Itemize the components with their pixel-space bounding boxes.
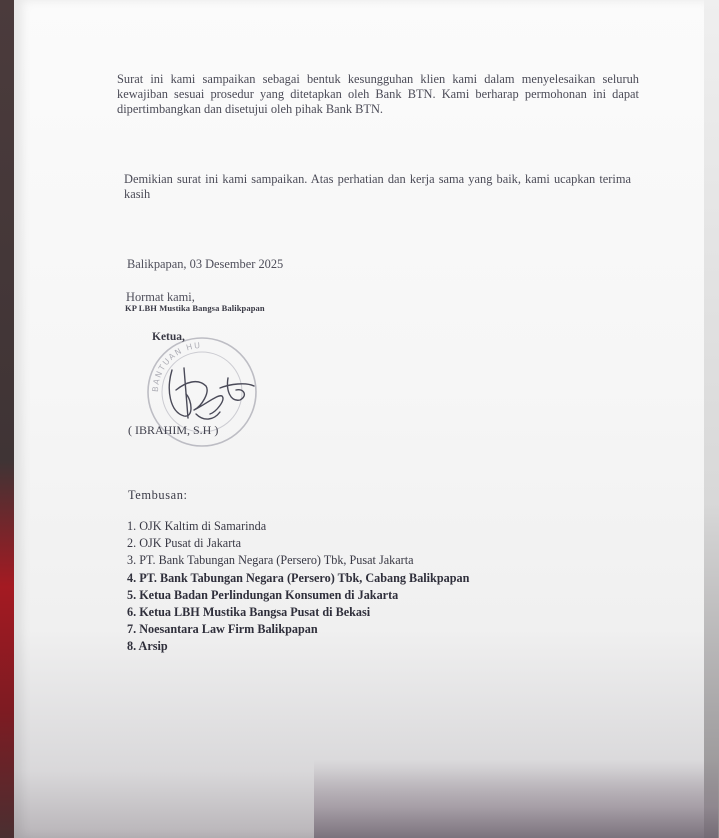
- firm-name: KP LBH Mustika Bangsa Balikpapan: [125, 303, 265, 313]
- signer-name: ( IBRAHIM, S.H ): [128, 423, 219, 437]
- cc-item: 5. Ketua Badan Perlindungan Konsumen di Jakarta: [127, 587, 399, 602]
- cc-item: 2. OJK Pusat di Jakarta: [127, 536, 242, 551]
- cc-item: 6. Ketua LBH Mustika Bangsa Pusat di Bekasi: [127, 605, 371, 620]
- cc-item: 8. Arsip: [127, 639, 168, 654]
- page-shadow: [314, 760, 718, 838]
- letter-page: [14, 0, 704, 838]
- stamp-ring-text: BANTUAN HU: [150, 340, 202, 393]
- body-paragraph-1: Surat ini kami sampaikan sebagai bentuk kesungguhan klien kami dalam menyelesaikan seluruh kewajiban sesuai prosedur yang ditetapkan oleh Bank BTN. Kami berharap permohonan ini dapat dipertimbangkan dan disetujui oleh pihak Bank BTN.: [117, 72, 639, 116]
- stamp-inner-ring: [162, 352, 242, 432]
- closing-salutation: Hormat kami,: [126, 290, 195, 304]
- cc-item: 4. PT. Bank Tabungan Negara (Persero) Tbk, Cabang Balikpapan: [127, 570, 470, 585]
- cc-list: [127, 518, 469, 656]
- cc-item: 7. Noesantara Law Firm Balikpapan: [127, 622, 318, 637]
- cc-item: 3. PT. Bank Tabungan Negara (Persero) Tbk, Pusat Jakarta: [127, 553, 414, 568]
- cc-item: 1. OJK Kaltim di Samarinda: [127, 519, 267, 533]
- cc-heading: Tembusan:: [128, 488, 188, 502]
- handwritten-signature: [169, 368, 254, 419]
- signer-role: Ketua,: [152, 331, 185, 343]
- body-paragraph-2: Demikian surat ini kami sampaikan. Atas perhatian dan kerja sama yang baik, kami ucapkan terima kasih: [124, 172, 631, 201]
- place-date: Balikpapan, 03 Desember 2025: [127, 257, 284, 271]
